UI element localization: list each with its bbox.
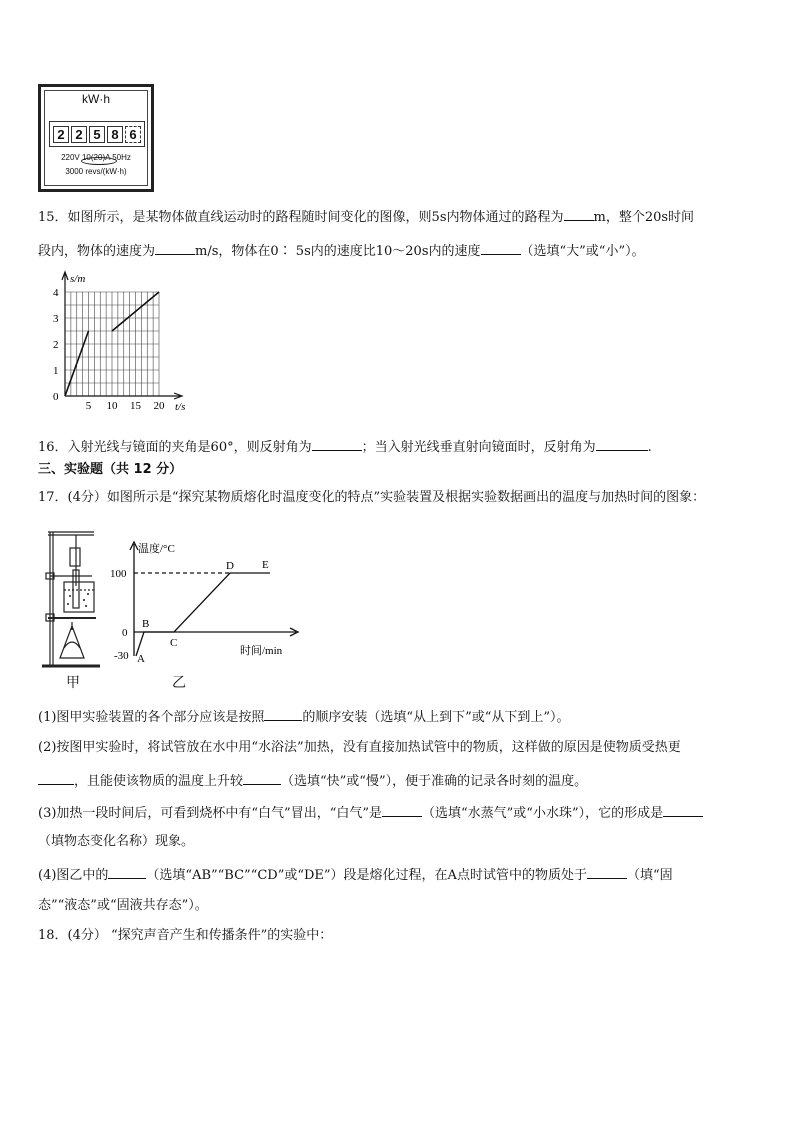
chart-axes xyxy=(62,272,182,399)
x-tick-label: 5 xyxy=(85,400,92,412)
q17-part-4-line-1 xyxy=(38,864,673,886)
q15-text: （选填“大”或“小”）。 xyxy=(520,244,645,259)
graph-point-d: D xyxy=(226,560,234,572)
graph-point-b: B xyxy=(142,618,150,630)
q15-text: m，整个20s时间 xyxy=(593,210,695,225)
q17-blank-7[interactable] xyxy=(587,864,627,879)
temperature-time-graph xyxy=(110,538,310,668)
q17-part-2-line-1: (2)按图甲实验时，将试管放在水中用“水浴法”加热，没有直接加热试管中的物质，这样做的原因是使物质受热更 xyxy=(38,740,681,755)
q17-blank-6[interactable] xyxy=(108,864,146,879)
q17-blank-4[interactable] xyxy=(382,802,422,817)
graph-point-c: C xyxy=(170,637,178,649)
meter-spec-2: 3000 revs/(kW·h) xyxy=(65,167,127,176)
meter-unit: kW·h xyxy=(82,92,110,106)
meter-disc xyxy=(81,157,117,165)
x-tick-label: 15 xyxy=(130,400,141,412)
electric-meter-figure xyxy=(38,84,154,192)
q16-text: ；当入射光线垂直射向镜面时，反射角为 xyxy=(361,440,596,455)
q17-text: ，且能使该物质的温度上升较 xyxy=(74,774,244,789)
q16-text: . xyxy=(647,440,652,455)
q17-text: （选填“水蒸气”或“小水珠”），它的形成是 xyxy=(422,806,664,821)
q18-intro: 18．(4分） “探究声音产生和传播条件”的实验中： xyxy=(38,928,333,943)
q17-part-1 xyxy=(38,706,570,728)
q15-text: 15．如图所示，是某物体做直线运动时的路程随时间变化的图像，则5s内物体通过的路程为 xyxy=(38,210,564,225)
q16-text: 16．入射光线与镜面的夹角是60°，则反射角为 xyxy=(38,440,312,455)
q17-blank-2[interactable] xyxy=(38,770,74,785)
y-tick-label: 0 xyxy=(53,391,59,403)
section-title: 三、实验题（共 12 分） xyxy=(38,462,183,477)
apparatus-figure xyxy=(40,526,106,676)
q15-text: m/s，物体在0∶ 5s内的速度比10～20s内的速度 xyxy=(195,244,481,259)
meter-digits xyxy=(49,121,145,147)
graph-y-100: 100 xyxy=(110,568,127,580)
chart-grid xyxy=(65,292,159,396)
q17-text: 的顺序安装（选填“从上到下”或“从下到上”）。 xyxy=(302,710,570,725)
meter-digit: 6 xyxy=(125,126,141,143)
chart-ticks xyxy=(53,287,165,412)
y-tick-label: 3 xyxy=(53,313,59,325)
x-tick-label: 20 xyxy=(153,400,165,412)
q17-part-3-line-2: （填物态变化名称）现象。 xyxy=(38,834,195,849)
meter-digit: 2 xyxy=(53,126,69,143)
figure-label-jia: 甲 xyxy=(66,675,80,691)
graph-x-label: 时间/min xyxy=(240,645,283,657)
q17-part-4-line-2: 态”“液态”或“固液共存态”）。 xyxy=(38,898,208,913)
meter-spec-1: 220V 10(20)A 50Hz xyxy=(61,153,131,162)
q15-blank-3[interactable] xyxy=(481,240,521,255)
q17-part-2-line-2 xyxy=(38,770,587,792)
q17-text: (4)图乙中的 xyxy=(38,868,109,883)
graph-y-neg: -30 xyxy=(114,650,129,662)
figure-label-yi: 乙 xyxy=(172,675,186,691)
distance-time-chart xyxy=(40,268,200,416)
q17-blank-1[interactable] xyxy=(264,706,302,721)
q17-intro: 17．(4分）如图所示是“探究某物质熔化时温度变化的特点”实验装置及根据实验数据画出的温度与加热时间的图象： xyxy=(38,490,706,505)
q17-part-3-line-1 xyxy=(38,802,703,824)
q15-line-2 xyxy=(38,240,645,262)
x-tick-label: 10 xyxy=(106,400,118,412)
y-tick-label: 2 xyxy=(53,339,59,351)
q16-line xyxy=(38,436,652,458)
x-axis-label: t/s xyxy=(175,401,186,413)
y-axis-label: s/m xyxy=(70,273,86,285)
graph-y-label: 温度/°C xyxy=(138,543,175,555)
meter-digit: 5 xyxy=(89,126,105,143)
q16-blank-2[interactable] xyxy=(596,436,648,451)
y-tick-label: 1 xyxy=(53,365,59,377)
graph-point-a: A xyxy=(137,653,145,665)
q15-blank-1[interactable] xyxy=(564,206,594,221)
q16-blank-1[interactable] xyxy=(312,436,362,451)
q17-text: (3)加热一段时间后，可看到烧杯中有“白气”冒出，“白气”是 xyxy=(38,806,382,821)
graph-y-0: 0 xyxy=(122,627,128,639)
graph-point-e: E xyxy=(262,559,269,571)
q17-text: （选填“快”或“慢”），便于准确的记录各时刻的温度。 xyxy=(281,774,588,789)
q15-blank-2[interactable] xyxy=(155,240,195,255)
q15-text: 段内，物体的速度为 xyxy=(38,244,156,259)
q17-text: （填“固 xyxy=(626,868,673,883)
q17-blank-5[interactable] xyxy=(663,802,703,817)
q17-blank-3[interactable] xyxy=(243,770,281,785)
q17-text: (1)图甲实验装置的各个部分应该是按照 xyxy=(38,710,265,725)
q17-text: （选填“AB”“BC”“CD”或“DE”）段是熔化过程，在A点时试管中的物质处于 xyxy=(146,868,587,883)
meter-digit: 2 xyxy=(71,126,87,143)
y-tick-label: 4 xyxy=(53,287,59,299)
q15-line-1 xyxy=(38,206,694,228)
meter-digit: 8 xyxy=(107,126,123,143)
